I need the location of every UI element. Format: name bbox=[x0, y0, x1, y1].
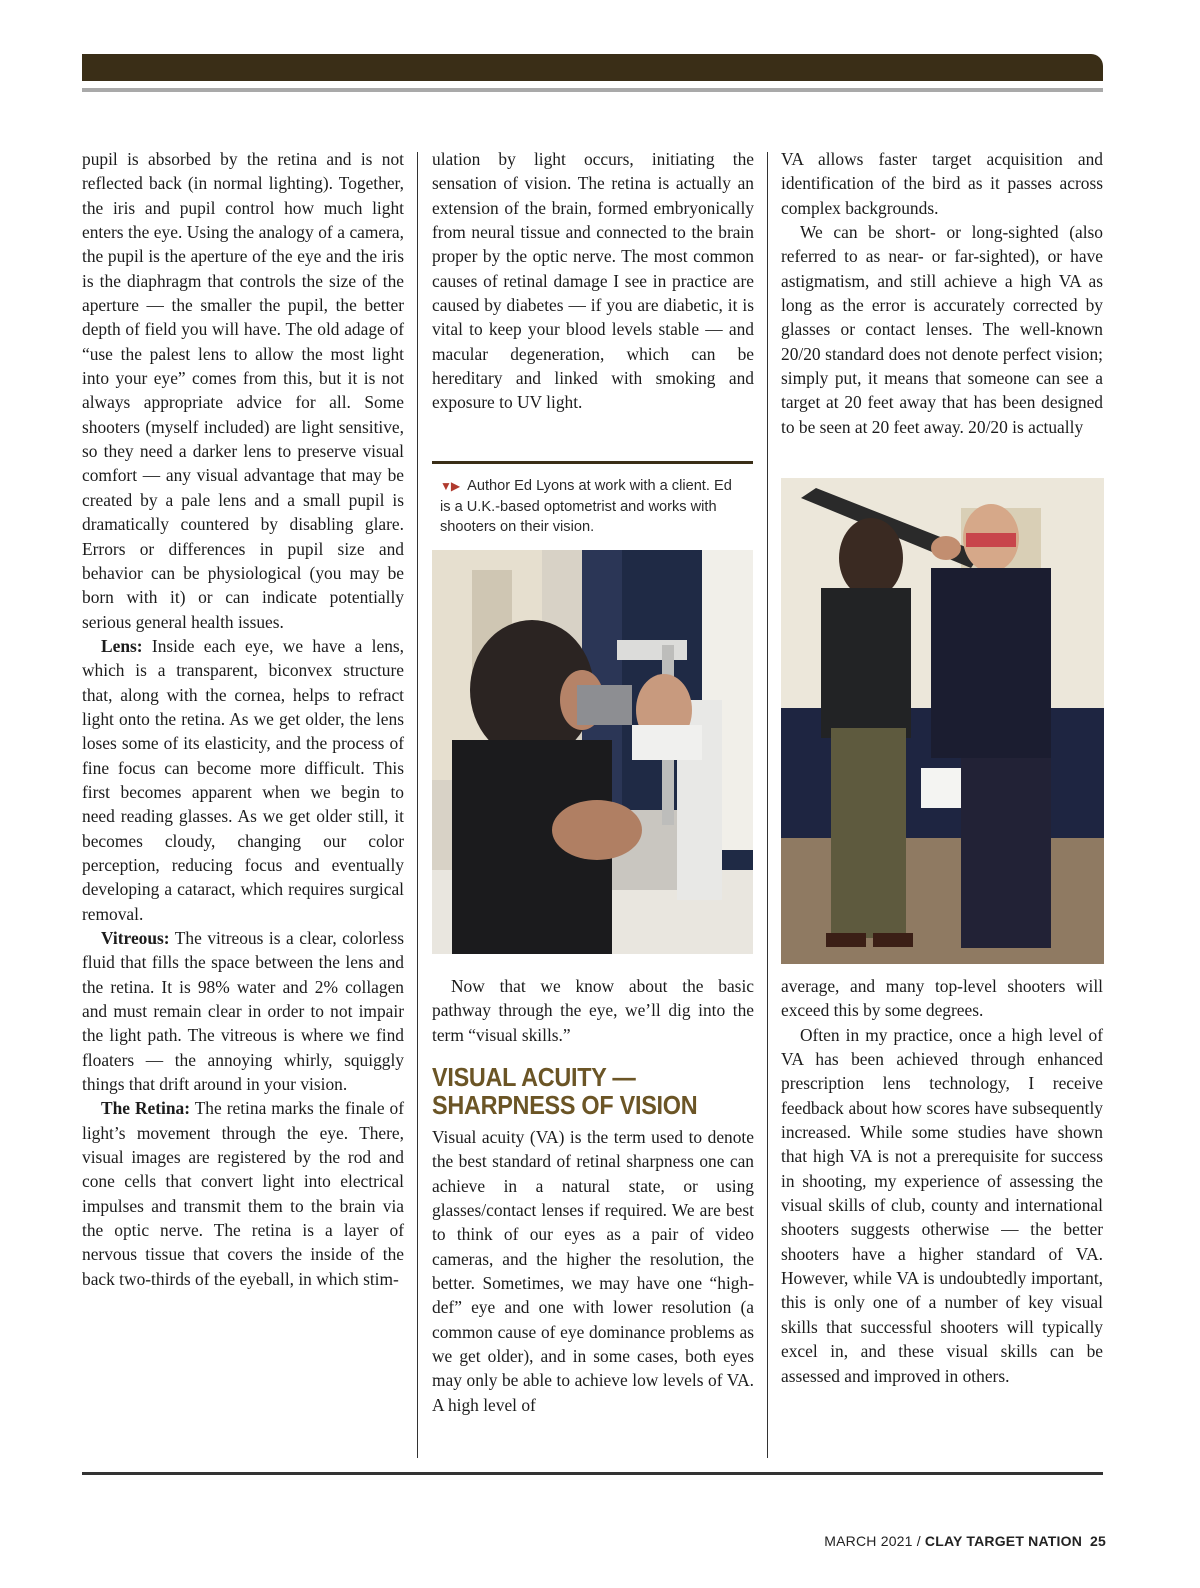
col3-paragraph-4: Often in my practice, once a high level of VA has been achieved through enhanced prescription lens technology, I receive feedback about how scores have subsequently increased. While some studies have shown that high VA is not a prerequisite for success in shooting, my experience of assessing the visual skills of club, county and international shooters suggests otherwise — the better shooters have a higher standard of VA. However, while VA is undoubtedly important, this is only one of a number of key visual skills that successful shooters will typically excel in, and these visual skills can be assessed and improved in others. bbox=[781, 1024, 1103, 1386]
col1-retina-paragraph bbox=[82, 1096, 404, 1291]
col1-lens-paragraph bbox=[82, 634, 404, 926]
col1-vitreous-paragraph bbox=[82, 926, 404, 1096]
col2-paragraph-2: Now that we know about the basic pathway through the eye, we’ll dig into the term “visual skills.” bbox=[432, 976, 754, 1045]
lens-text: Inside each eye, we have a lens, which is a transparent, biconvex structure that, along with the cornea, helps to refract light onto the retina. As we get older, the lens loses some of its elasticity, and the process of fine focus can become more difficult. This first becomes apparent when we begin to need reading glasses. As we get older still, it becomes cloudy, changing our color perception, reducing focus and eventually developing a cataract, which requires surgical removal. bbox=[82, 635, 404, 924]
photo-shooting-stance bbox=[781, 478, 1104, 964]
lens-label: Lens: bbox=[101, 635, 143, 656]
col3-paragraph-1: VA allows faster target acquisition and identification of the bird as it passes across complex backgrounds. bbox=[781, 149, 1103, 218]
page-number: 25 bbox=[1090, 1533, 1106, 1549]
column-2-top bbox=[432, 147, 754, 415]
photo-caption bbox=[440, 476, 745, 538]
header-bar bbox=[82, 54, 1103, 81]
col2-paragraph-3: Visual acuity (VA) is the term used to denote the best standard of retinal sharpness one can achieve in a natural state, or using glasses/contact lenses if required. We are best to think of our eyes as a pair of video cameras, and the higher the resolution, the better. Sometimes, we may have one “high-def” eye and one with lower resolution (a common cause of eye dominance problems as we get older), and in some cases, both eyes may only be able to achieve low levels of VA. A high level of bbox=[432, 1127, 754, 1415]
header-rule bbox=[82, 88, 1103, 92]
column-divider-1 bbox=[417, 152, 418, 1458]
photo-eye-exam bbox=[432, 550, 753, 954]
footer-magazine: CLAY TARGET NATION bbox=[924, 1533, 1083, 1549]
col1-paragraph-1: pupil is absorbed by the retina and is not reflected back (in normal lighting). Together, the iris and pupil control how much light enters the eye. Using the analogy of a camera, the pupil is the aperture of the eye and the iris is the diaphragm that controls the size of the aperture — the smaller the pupil, the better depth of field you will have. The old adage of “use the palest lens to allow the most light into your eye” comes from this, but it is not always appropriate advice for all. Some shooters (myself included) are light sensitive, so they need a darker lens to preserve visual comfort — any visual advantage that may be created by a pale lens and a small pupil is dramatically countered by disabling glare. Errors or differences in pupil size and behavior can be physiological (you may be born with it) or can indicate potentially serious general health issues. bbox=[82, 149, 404, 632]
page-footer bbox=[824, 1533, 1106, 1549]
footer-date: MARCH 2021 / bbox=[824, 1533, 925, 1549]
retina-text: The retina marks the finale of light’s movement through the eye. There, visual images are registered by the rod and cone cells that convert light into electrical impulses and transmit them to the brain via the optic nerve. The retina is a layer of nervous tissue that covers the inside of the back two-thirds of the eyeball, in which stim- bbox=[82, 1098, 404, 1289]
column-3-bottom bbox=[781, 974, 1103, 1388]
vitreous-label: Vitreous: bbox=[101, 928, 170, 948]
retina-label: The Retina: bbox=[101, 1098, 191, 1119]
footer-rule bbox=[82, 1472, 1103, 1475]
col3-paragraph-3: average, and many top-level shooters will exceed this by some degrees. bbox=[781, 976, 1103, 1021]
section-heading: VISUAL ACUITY — SHARPNESS OF VISION bbox=[432, 1062, 698, 1121]
column-1 bbox=[82, 147, 404, 1291]
double-arrow-icon: ▼▶ bbox=[440, 479, 460, 493]
caption-rule bbox=[432, 461, 753, 464]
caption-text: Author Ed Lyons at work with a client. Ed is a U.K.-based optometrist and works with shooters on their vision. bbox=[440, 478, 732, 535]
col3-paragraph-2: We can be short- or long-sighted (also referred to as near- or far-sighted), or have astigmatism, and still achieve a high VA as long as the error is accurately corrected by glasses or contact lenses. The well-known 20/20 standard does not denote perfect vision; simply put, it means that someone can see a target at 20 feet away that has been designed to be seen at 20 feet away. 20/20 is actually bbox=[781, 222, 1103, 437]
col2-paragraph-1: ulation by light occurs, initiating the sensation of vision. The retina is actually an extension of the brain, formed embryonically from neural tissue and connected to the brain proper by the optic nerve. The most common causes of retinal damage I see in practice are caused by diabetes — if you are diabetic, it is vital to keep your blood levels stable — and macular degeneration, which can be hereditary and linked with smoking and exposure to UV light. bbox=[432, 149, 754, 413]
column-2-bottom bbox=[432, 974, 754, 1417]
vitreous-text: The vitreous is a clear, colorless fluid that fills the space between the lens and the retina. It is 98% water and 2% collagen and must remain clear in order to not impair the light path. The vitreous is where we find floaters — the annoying whirly, squiggly things that drift around in your vision. bbox=[82, 928, 404, 1095]
column-3-top bbox=[781, 147, 1103, 439]
column-divider-2 bbox=[767, 152, 768, 1458]
